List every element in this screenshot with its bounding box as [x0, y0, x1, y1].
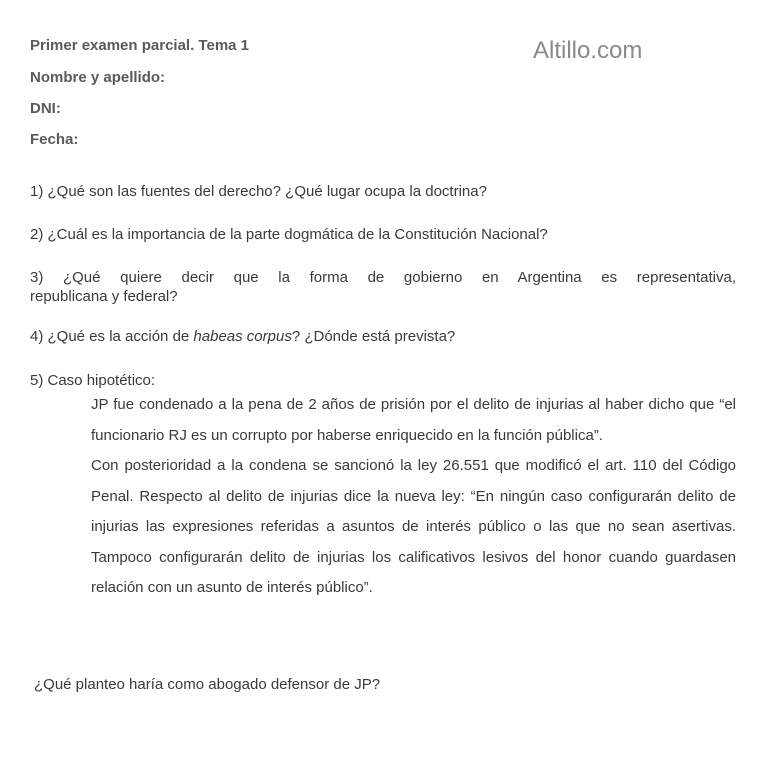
question-3-line-2: republicana y federal? — [30, 288, 178, 305]
question-1: 1) ¿Qué son las fuentes del derecho? ¿Qué lugar ocupa la doctrina? — [30, 183, 487, 200]
case-paragraph-1: JP fue condenado a la pena de 2 años de prisión por el delito de injurias al haber dicho que “el funcionario RJ es un corrupto por haberse enriquecido en la función pública”. — [91, 396, 736, 444]
question-4-italic-term: habeas corpus — [193, 328, 292, 345]
date-label: Fecha: — [30, 131, 79, 148]
dni-label: DNI: — [30, 100, 61, 117]
case-paragraph-2: Con posterioridad a la condena se sancionó la ley 26.551 que modificó el art. 110 del Código Penal. Respecto al delito de injurias dice la nueva ley: “En ningún caso configurarán delito de injurias las expresiones referidas a asuntos de interés público o las que no sean asertivas. Tampoco configurarán delito de injurias los calificativos lesivos del honor cuando guardasen relación con un asunto de interés público”. — [91, 457, 736, 596]
exam-title: Primer examen parcial. Tema 1 — [30, 37, 250, 54]
case-description — [91, 390, 736, 604]
question-2: 2) ¿Cuál es la importancia de la parte dogmática de la Constitución Nacional? — [30, 226, 548, 243]
question-3-line-1: 3) ¿Qué quiere decir que la forma de gobierno en Argentina es representativa, — [30, 269, 736, 286]
name-label: Nombre y apellido: — [30, 69, 166, 86]
question-3 — [30, 268, 736, 306]
question-4-text-end: ? ¿Dónde está prevista? — [291, 328, 456, 345]
final-question: ¿Qué planteo haría como abogado defensor de JP? — [34, 676, 381, 693]
question-4-text-start: 4) ¿Qué es la acción de — [30, 328, 194, 345]
question-5-label: 5) Caso hipotético: — [30, 372, 156, 389]
question-4 — [30, 328, 455, 346]
watermark: Altillo.com — [533, 37, 643, 64]
